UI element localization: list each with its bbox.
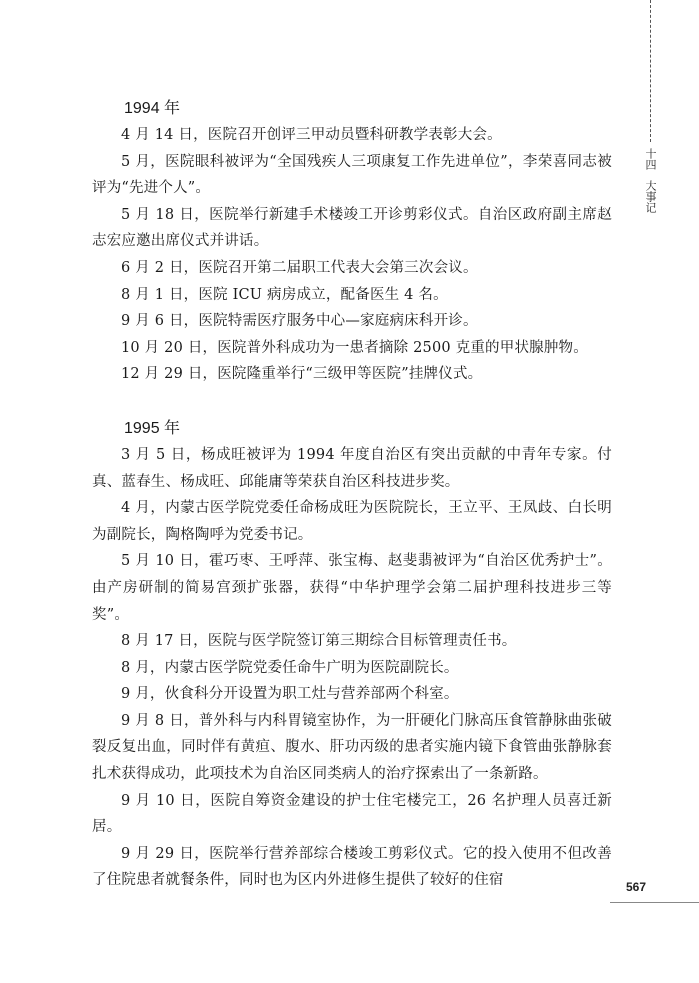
entry-1995-5: 8 月，内蒙古医学院党委任命牛广明为医院副院长。: [121, 659, 459, 676]
entry-1995-4: 8 月 17 日，医院与医学院签订第三期综合目标管理责任书。: [121, 633, 517, 650]
entry-1994-5: 8 月 1 日，医院 ICU 病房成立，配备医生 4 名。: [121, 286, 448, 303]
year-heading-1995: 1995 年: [124, 419, 181, 437]
entry-1995-8: 9 月 10 日，医院自筹资金建设的护士住宅楼完工，26 名护理人员喜迁新居。: [92, 792, 612, 836]
entry-1994-8: 12 月 29 日，医院隆重举行“三级甲等医院”挂牌仪式。: [121, 366, 483, 383]
chapter-sidebar: [642, 148, 658, 213]
entry-1994-7: 10 月 20 日，医院普外科成功为一患者摘除 2500 克重的甲状腺肿物。: [121, 339, 588, 356]
entry-1994-4: 6 月 2 日，医院召开第二届职工代表大会第三次会议。: [121, 259, 478, 276]
year-heading-1994: 1994 年: [124, 100, 181, 117]
entry-1994-2: 5 月，医院眼科被评为“全国残疾人三项康复工作先进单位”，李荣喜同志被评为“先进个人”。: [92, 153, 612, 197]
chapter-title: 大事记: [644, 180, 657, 213]
page-number: 567: [626, 880, 647, 894]
entry-1995-7: 9 月 8 日，普外科与内科胃镜室协作，为一肝硬化门脉高压食管静脉曲张破裂反复出血，同时伴有黄疸、腹水、肝功丙级的患者实施内镜下食管曲张静脉套扎术获得成功，此项技术为自治区同类病人的治疗探索出了一条新路。: [92, 712, 612, 783]
page-content: [92, 96, 612, 894]
entry-1995-2: 4 月，内蒙古医学院党委任命杨成旺为医院院长，王立平、王凤歧、白长明为副院长，陶格陶呼为党委书记。: [92, 500, 612, 543]
entry-1995-1: 3 月 5 日，杨成旺被评为 1994 年度自治区有突出贡献的中青年专家。付真、蓝春生、杨成旺、邱能庸等荣获自治区科技进步奖。: [92, 446, 612, 490]
entry-1995-3: 5 月 10 日，霍巧枣、王呼萍、张宝梅、赵斐翡被评为“自治区优秀护士”。由产房研制的简易宫颈扩张器，获得“中华护理学会第二届护理科技进步三等奖”。: [92, 553, 612, 623]
entry-1995-6: 9 月，伙食科分开设置为职工灶与营养部两个科室。: [121, 686, 459, 703]
footer-rule: [610, 902, 699, 903]
entry-1994-3: 5 月 18 日，医院举行新建手术楼竣工开诊剪彩仪式。自治区政府副主席赵志宏应邀出席仪式并讲话。: [92, 206, 612, 250]
chapter-number: 十四: [644, 148, 657, 170]
entry-1994-1: 4 月 14 日，医院召开创评三甲动员暨科研教学表彰大会。: [121, 127, 502, 143]
entry-1994-6: 9 月 6 日，医院特需医疗服务中心—家庭病床科开诊。: [121, 313, 478, 330]
entry-1995-9: 9 月 29 日，医院举行营养部综合楼竣工剪彩仪式。它的投入使用不但改善了住院患者就餐条件，同时也为区内外进修生提供了较好的住宿: [92, 845, 612, 889]
margin-dashed-rule: [650, 0, 651, 142]
